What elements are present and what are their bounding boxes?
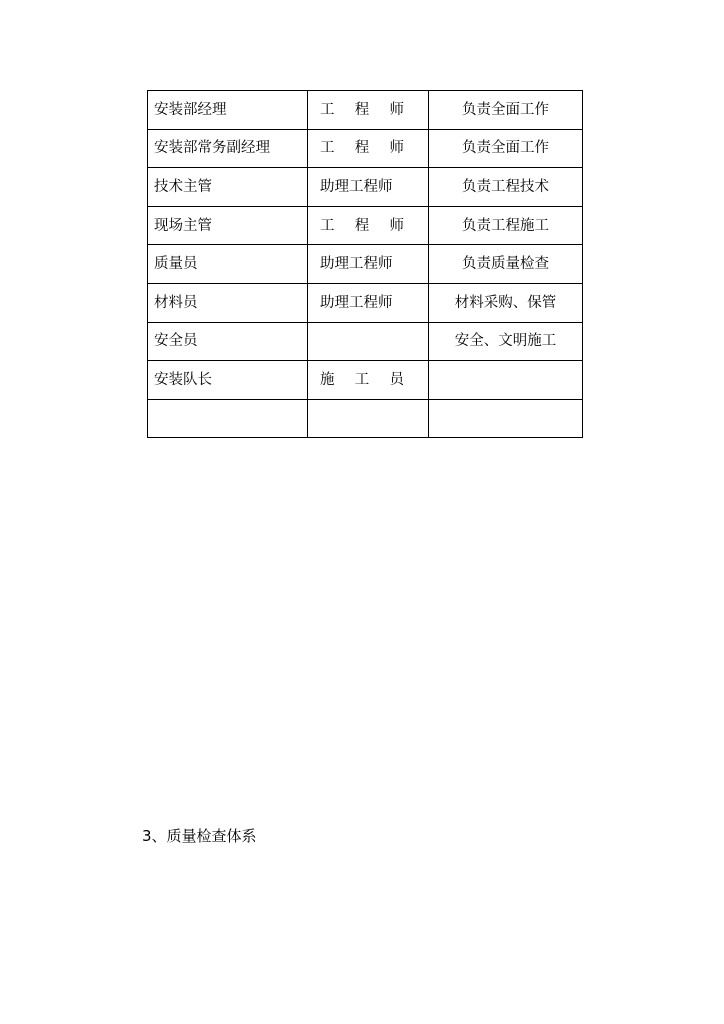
title-cell: 助理工程师 bbox=[308, 245, 429, 284]
position-cell: 安装部经理 bbox=[148, 91, 308, 130]
table-row bbox=[148, 361, 583, 400]
duty-cell: 材料采购、保管 bbox=[429, 283, 583, 322]
table-row bbox=[148, 245, 583, 284]
table-row bbox=[148, 168, 583, 207]
staff-table bbox=[147, 90, 583, 438]
position-cell: 现场主管 bbox=[148, 206, 308, 245]
duty-cell: 安全、文明施工 bbox=[429, 322, 583, 361]
duty-cell: 负责质量检查 bbox=[429, 245, 583, 284]
table-row bbox=[148, 91, 583, 130]
position-cell: 材料员 bbox=[148, 283, 308, 322]
title-cell bbox=[308, 91, 429, 130]
title-cell: 助理工程师 bbox=[308, 283, 429, 322]
title-text: 工 程 师 bbox=[320, 217, 404, 234]
table-row bbox=[148, 129, 583, 168]
duty-cell: 负责全面工作 bbox=[429, 91, 583, 130]
title-cell bbox=[308, 206, 429, 245]
duty-cell: 负责工程施工 bbox=[429, 206, 583, 245]
table-row bbox=[148, 399, 583, 438]
title-cell bbox=[308, 322, 429, 361]
section-heading: 3、质量检查体系 bbox=[142, 827, 257, 845]
duty-cell bbox=[429, 361, 583, 400]
title-text: 工 程 师 bbox=[320, 101, 404, 118]
position-cell: 安全员 bbox=[148, 322, 308, 361]
title-cell bbox=[308, 399, 429, 438]
position-cell: 质量员 bbox=[148, 245, 308, 284]
title-text: 工 程 师 bbox=[320, 140, 404, 157]
position-cell: 技术主管 bbox=[148, 168, 308, 207]
table-row bbox=[148, 322, 583, 361]
position-cell bbox=[148, 399, 308, 438]
duty-cell: 负责工程技术 bbox=[429, 168, 583, 207]
duty-cell bbox=[429, 399, 583, 438]
table-row bbox=[148, 283, 583, 322]
title-text: 施 工 员 bbox=[320, 371, 404, 388]
duty-cell: 负责全面工作 bbox=[429, 129, 583, 168]
title-cell bbox=[308, 361, 429, 400]
position-cell: 安装部常务副经理 bbox=[148, 129, 308, 168]
position-cell: 安装队长 bbox=[148, 361, 308, 400]
table-row bbox=[148, 206, 583, 245]
title-cell bbox=[308, 129, 429, 168]
title-cell: 助理工程师 bbox=[308, 168, 429, 207]
